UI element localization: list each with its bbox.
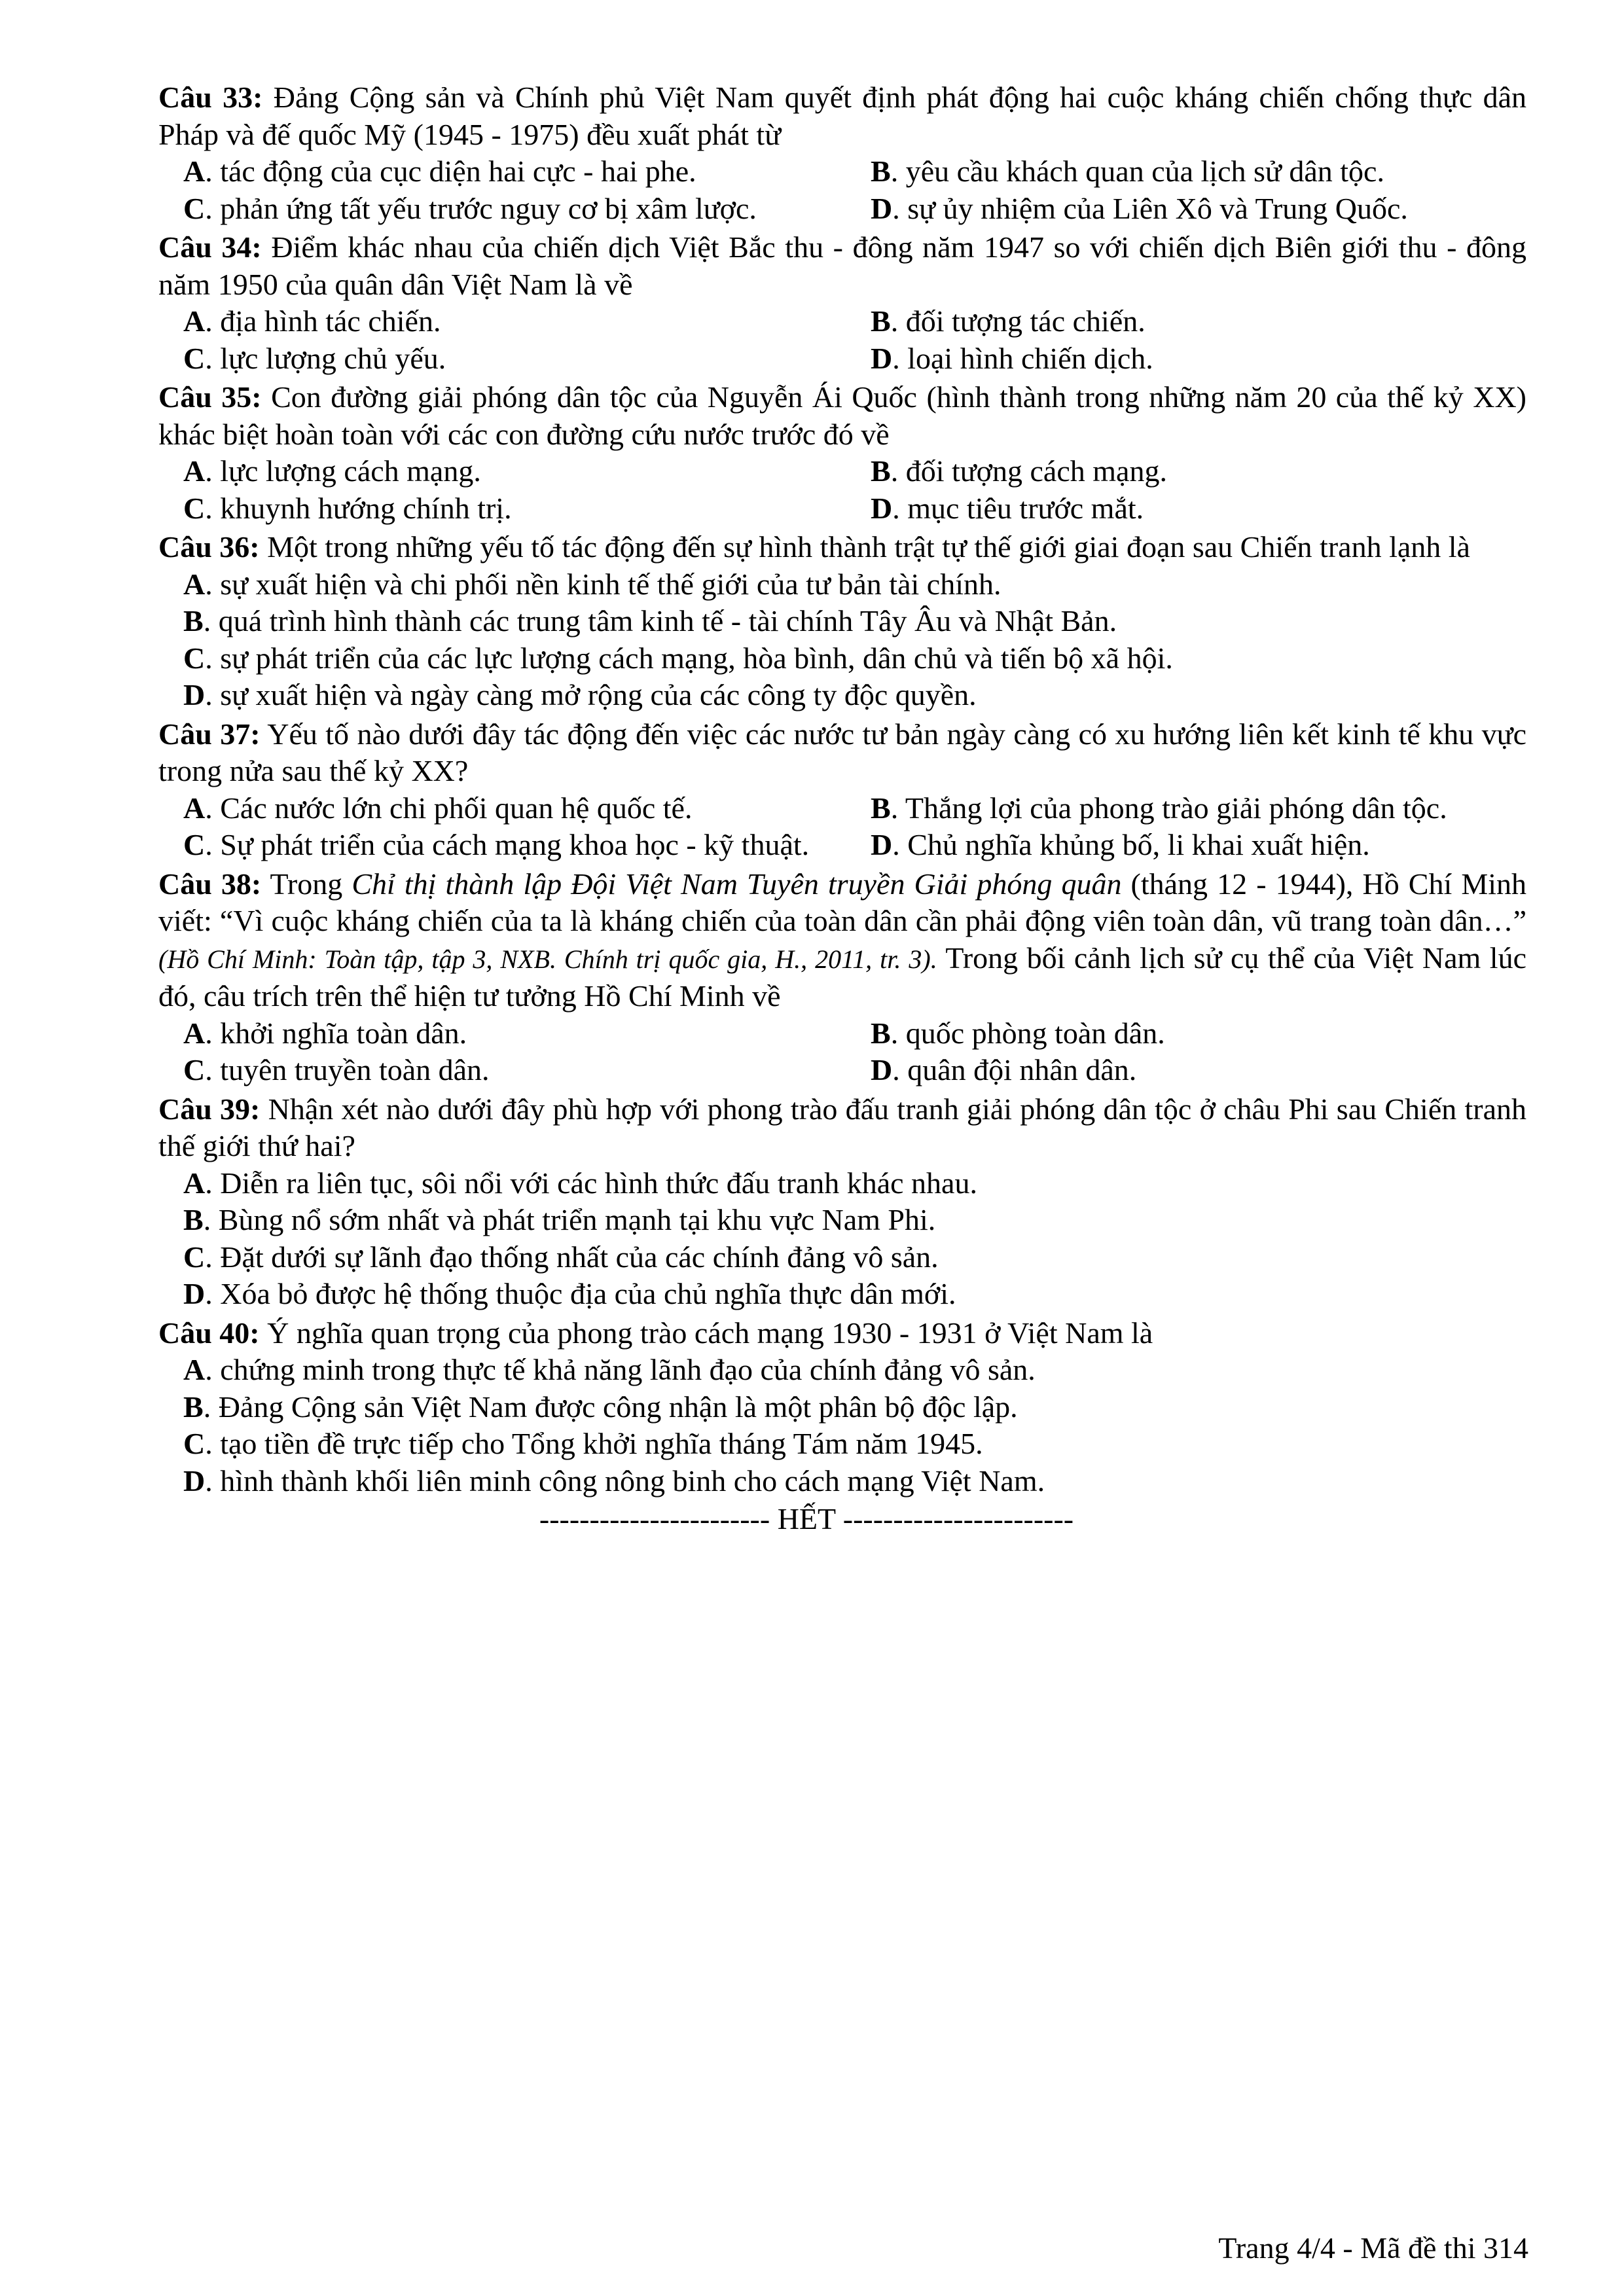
citation: (Hồ Chí Minh: Toàn tập, tập 3, NXB. Chính trị quốc gia, H., 2011, tr. 3). xyxy=(158,944,937,974)
option-c: C. lực lượng chủ yếu. xyxy=(183,341,446,375)
option-b: B. quốc phòng toàn dân. xyxy=(871,1016,1165,1050)
option-a: A. Diễn ra liên tục, sôi nổi với các hình thức đấu tranh khác nhau. xyxy=(183,1166,977,1200)
option-d: D. loại hình chiến dịch. xyxy=(871,341,1153,375)
option-a: A. lực lượng cách mạng. xyxy=(183,454,481,488)
option-b: B. quá trình hình thành các trung tâm kinh tế - tài chính Tây Âu và Nhật Bản. xyxy=(183,604,1117,637)
option-c: C. Đặt dưới sự lãnh đạo thống nhất của các chính đảng vô sản. xyxy=(183,1240,939,1274)
option-b: B. đối tượng tác chiến. xyxy=(871,304,1146,338)
question-stem: Đảng Cộng sản và Chính phủ Việt Nam quyết định phát động hai cuộc kháng chiến chống thực dân Pháp và đế quốc Mỹ (1945 - 1975) đều xuất phát từ xyxy=(158,81,1526,151)
question-stem: (tháng 12 - 1944), Hồ Chí Minh viết: “Vì cuộc kháng chiến của ta là kháng chiến của toàn dân cần phải động viên toàn dân, vũ trang toàn dân…” xyxy=(158,867,1527,937)
question-37 xyxy=(158,716,1526,864)
question-label: Câu 36: xyxy=(158,530,260,564)
question-40 xyxy=(158,1315,1526,1500)
option-c: C. tạo tiền đề trực tiếp cho Tổng khởi nghĩa tháng Tám năm 1945. xyxy=(183,1427,983,1460)
end-mark: ----------------------- HẾT ----------------------- xyxy=(539,1502,1074,1535)
page-footer: Trang 4/4 - Mã đề thi 314 xyxy=(1218,2231,1528,2265)
exam-page xyxy=(158,77,1526,1538)
option-a: A. địa hình tác chiến. xyxy=(183,304,441,338)
option-b: B. đối tượng cách mạng. xyxy=(871,454,1167,488)
question-stem: Điểm khác nhau của chiến dịch Việt Bắc thu - đông năm 1947 so với chiến dịch Biên giới thu - đông năm 1950 của quân dân Việt Nam là về xyxy=(158,230,1527,301)
question-stem: Con đường giải phóng dân tộc của Nguyễn Ái Quốc (hình thành trong những năm 20 của thế kỷ XX) khác biệt hoàn toàn với các con đường cứu nước trước đó về xyxy=(158,380,1527,451)
option-a: A. sự xuất hiện và chi phối nền kinh tế thế giới của tư bản tài chính. xyxy=(183,567,1001,601)
option-d: D. Chủ nghĩa khủng bố, li khai xuất hiện. xyxy=(871,828,1370,861)
question-label: Câu 35: xyxy=(158,380,262,414)
option-a: A. Các nước lớn chi phối quan hệ quốc tế. xyxy=(183,791,693,825)
question-34 xyxy=(158,229,1526,377)
option-d: D. mục tiêu trước mắt. xyxy=(871,491,1144,525)
option-b: B. Đảng Cộng sản Việt Nam được công nhận là một phân bộ độc lập. xyxy=(183,1390,1018,1424)
question-stem: Một trong những yếu tố tác động đến sự hình thành trật tự thế giới giai đoạn sau Chiến tranh lạnh là xyxy=(267,530,1470,564)
option-d: D. quân đội nhân dân. xyxy=(871,1053,1137,1086)
option-b: B. yêu cầu khách quan của lịch sử dân tộc. xyxy=(871,154,1384,188)
question-stem: Ý nghĩa quan trọng của phong trào cách mạng 1930 - 1931 ở Việt Nam là xyxy=(267,1316,1153,1350)
question-label: Câu 40: xyxy=(158,1316,260,1350)
option-b: B. Bùng nổ sớm nhất và phát triển mạnh tại khu vực Nam Phi. xyxy=(183,1203,936,1236)
question-stem: Trong xyxy=(270,867,352,901)
question-stem: Yếu tố nào dưới đây tác động đến việc các nước tư bản ngày càng có xu hướng liên kết kinh tế khu vực trong nửa sau thế kỷ XX? xyxy=(158,717,1526,787)
question-36 xyxy=(158,529,1526,714)
option-d: D. hình thành khối liên minh công nông binh cho cách mạng Việt Nam. xyxy=(183,1463,1045,1498)
option-a: A. khởi nghĩa toàn dân. xyxy=(183,1016,467,1050)
question-stem: Trong bối cảnh lịch sử cụ thể của Việt Nam lúc đó, câu trích trên thể hiện tư tưởng Hồ Chí Minh về xyxy=(158,941,1526,1013)
question-label: Câu 33: xyxy=(158,81,263,114)
option-a: A. tác động của cục diện hai cực - hai phe. xyxy=(183,154,696,188)
document-title: Chỉ thị thành lập Đội Việt Nam Tuyên truyền Giải phóng quân xyxy=(352,867,1122,901)
option-a: A. chứng minh trong thực tế khả năng lãnh đạo của chính đảng vô sản. xyxy=(183,1353,1036,1386)
question-label: Câu 39: xyxy=(158,1092,261,1126)
question-label: Câu 38: xyxy=(158,867,262,901)
option-d: D. sự xuất hiện và ngày càng mở rộng của các công ty độc quyền. xyxy=(183,678,977,711)
option-c: C. tuyên truyền toàn dân. xyxy=(183,1053,490,1086)
question-stem: Nhận xét nào dưới đây phù hợp với phong trào đấu tranh giải phóng dân tộc ở châu Phi sau Chiến tranh thế giới thứ hai? xyxy=(158,1092,1526,1162)
question-label: Câu 34: xyxy=(158,230,262,264)
question-label: Câu 37: xyxy=(158,717,261,751)
option-d: D. sự ủy nhiệm của Liên Xô và Trung Quốc. xyxy=(871,191,1408,225)
question-33 xyxy=(158,79,1526,227)
option-d: D. Xóa bỏ được hệ thống thuộc địa của chủ nghĩa thực dân mới. xyxy=(183,1277,956,1310)
question-39 xyxy=(158,1091,1526,1313)
question-38 xyxy=(158,866,1526,1089)
option-b: B. Thắng lợi của phong trào giải phóng dân tộc. xyxy=(871,791,1447,825)
option-c: C. Sự phát triển của cách mạng khoa học - kỹ thuật. xyxy=(183,828,810,861)
option-c: C. khuynh hướng chính trị. xyxy=(183,491,512,525)
question-35 xyxy=(158,379,1526,527)
option-c: C. sự phát triển của các lực lượng cách mạng, hòa bình, dân chủ và tiến bộ xã hội. xyxy=(183,641,1173,675)
option-c: C. phản ứng tất yếu trước nguy cơ bị xâm lược. xyxy=(183,191,757,225)
